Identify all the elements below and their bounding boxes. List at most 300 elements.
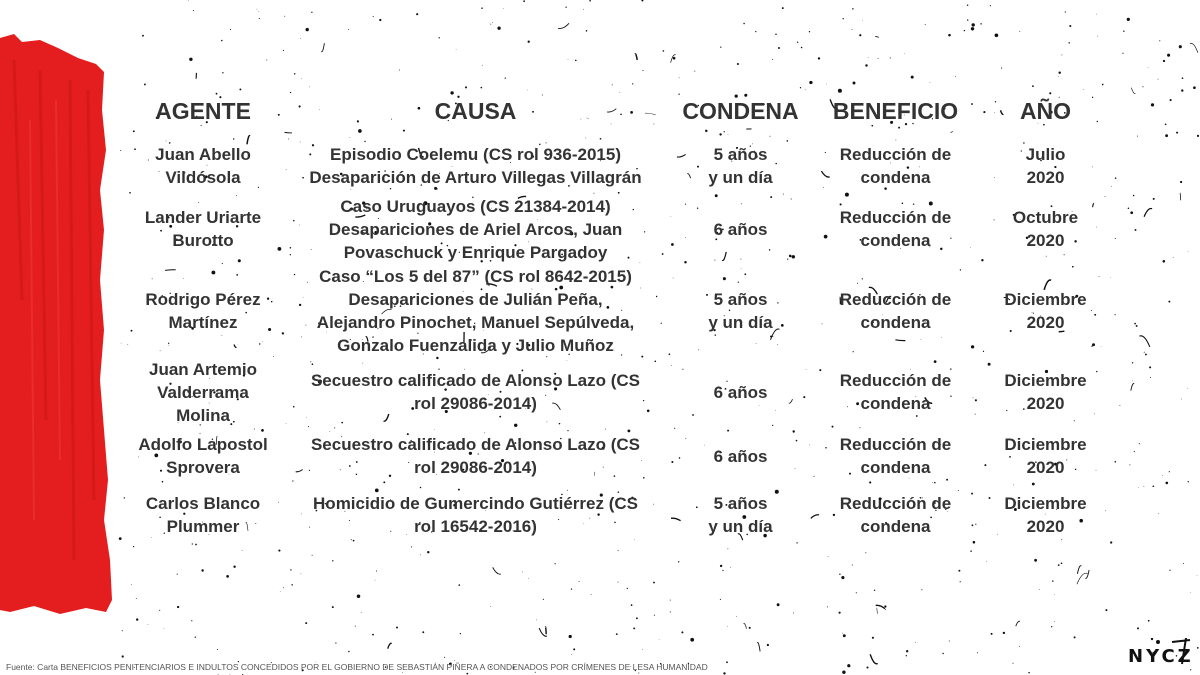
speck-dot — [136, 618, 138, 620]
speck-dot — [312, 555, 313, 556]
speck-dot — [1158, 513, 1159, 514]
speck-dot — [663, 50, 665, 52]
speck-dot — [1134, 323, 1136, 325]
speck-dot — [659, 639, 660, 640]
speck-dot — [852, 564, 853, 565]
speck-dot — [361, 612, 362, 613]
speck-dot — [554, 563, 555, 564]
speck-dot — [283, 50, 284, 51]
speck-dot — [1132, 362, 1133, 363]
speck-dot — [1145, 353, 1147, 355]
speck-dot — [904, 53, 905, 54]
speck-dot — [402, 672, 403, 673]
speck-dot — [1119, 405, 1120, 406]
cell-line: rol 29086-2014) — [414, 394, 537, 413]
cell-line: condena — [860, 458, 931, 477]
cell-anio — [983, 138, 1108, 194]
speck-dot — [427, 551, 429, 553]
speck-dot — [632, 83, 633, 84]
speck-dot — [1074, 636, 1076, 638]
speck-dot — [522, 572, 523, 573]
speck-dot — [348, 29, 349, 30]
speck-dot — [290, 569, 291, 570]
speck-dot — [737, 63, 739, 65]
speck-dot — [1083, 89, 1084, 90]
speck-dot — [528, 578, 529, 579]
speck-dot — [673, 57, 676, 60]
speck-dot — [1115, 461, 1117, 463]
speck-dot — [335, 642, 336, 643]
speck-dot — [1110, 541, 1112, 543]
cell-line: Episodio Coelemu (CS rol 936-2015) — [330, 145, 621, 164]
cell-line: condena — [860, 517, 931, 536]
speck-dot — [536, 620, 537, 621]
speck-dot — [1135, 229, 1137, 231]
speck-dot — [1127, 18, 1130, 21]
speck-dot — [189, 58, 192, 61]
cell-line: 2020 — [1026, 231, 1065, 250]
speck-dot — [960, 581, 961, 582]
speck-dot — [1132, 380, 1133, 381]
cell-condena — [673, 485, 808, 545]
cell-beneficio — [808, 427, 983, 485]
speck-dot — [827, 606, 828, 607]
header-agente: AGENTE — [155, 97, 251, 124]
speck-dot — [1105, 609, 1107, 611]
speck-dot — [1058, 76, 1059, 77]
speck-dot — [1163, 60, 1165, 62]
speck-dot — [357, 594, 361, 598]
speck-line — [743, 623, 746, 628]
table-row — [128, 138, 1108, 194]
speck-dot — [852, 8, 853, 9]
speck-dot — [1188, 251, 1189, 252]
cell-line: Diciembre — [1004, 371, 1087, 390]
speck-dot — [793, 613, 794, 614]
speck-line — [1131, 88, 1135, 94]
speck-dot — [1096, 14, 1097, 15]
speck-dot — [958, 570, 960, 572]
speck-dot — [283, 587, 284, 588]
speck-dot — [841, 576, 844, 579]
speck-dot — [720, 599, 721, 600]
speck-dot — [890, 57, 891, 58]
speck-dot — [859, 34, 861, 36]
speck-dot — [1163, 260, 1166, 263]
speck-dot — [878, 58, 879, 59]
speck-dot — [618, 582, 619, 583]
speck-dot — [571, 588, 572, 589]
speck-line — [1144, 208, 1152, 216]
speck-dot — [839, 612, 841, 614]
speck-dot — [284, 16, 285, 17]
speck-dot — [1190, 669, 1191, 670]
speck-dot — [1181, 89, 1183, 91]
header-causa: CAUSA — [434, 97, 517, 124]
cell-line: Sprovera — [166, 458, 240, 477]
cell-agente — [128, 485, 278, 545]
cell-line: 2020 — [1026, 168, 1065, 187]
speck-dot — [1179, 45, 1182, 48]
speck-dot — [1122, 53, 1123, 54]
speck-dot — [122, 655, 124, 657]
speck-dot — [767, 644, 769, 646]
cell-line: Diciembre — [1004, 494, 1087, 513]
speck-dot — [444, 657, 445, 658]
speck-dot — [439, 37, 440, 38]
speck-dot — [1097, 36, 1098, 37]
speck-dot — [1012, 663, 1013, 664]
speck-dot — [458, 584, 460, 586]
speck-dot — [1052, 580, 1053, 581]
speck-dot — [278, 550, 280, 552]
speck-dot — [1165, 123, 1167, 125]
cell-causa — [278, 264, 673, 357]
cell-line: Reducción de — [839, 208, 952, 227]
speck-dot — [416, 13, 418, 15]
speck-dot — [164, 628, 165, 629]
speck-dot — [291, 584, 292, 585]
speck-dot — [1152, 485, 1154, 487]
speck-dot — [967, 4, 968, 5]
speck-dot — [670, 600, 671, 601]
speck-dot — [1136, 325, 1138, 327]
speck-dot — [865, 552, 866, 553]
speck-dot — [642, 649, 643, 650]
speck-dot — [355, 626, 356, 627]
speck-dot — [233, 565, 235, 567]
speck-dot — [980, 23, 981, 24]
speck-dot — [420, 554, 421, 555]
cell-line: Valderrama — [157, 382, 249, 402]
speck-dot — [136, 598, 137, 599]
speck-dot — [925, 24, 926, 25]
speck-dot — [633, 627, 635, 629]
speck-dot — [379, 19, 381, 21]
speck-dot — [1197, 135, 1199, 137]
speck-dot — [1139, 443, 1140, 444]
speck-dot — [490, 24, 491, 25]
speck-dot — [654, 615, 655, 616]
speck-dot — [332, 606, 334, 608]
speck-dot — [1003, 632, 1005, 634]
beneficios-table — [128, 92, 1108, 545]
speck-dot — [373, 16, 374, 17]
speck-dot — [749, 627, 751, 629]
table-row — [128, 427, 1108, 485]
cell-condena — [673, 138, 808, 194]
cell-line: Diciembre — [1004, 289, 1087, 309]
speck-dot — [460, 633, 461, 634]
speck-dot — [727, 548, 728, 549]
cell-line: 5 años — [713, 289, 768, 309]
speck-dot — [842, 671, 845, 674]
speck-dot — [131, 584, 132, 585]
speck-dot — [1148, 620, 1150, 622]
speck-dot — [301, 78, 302, 79]
speck-dot — [1158, 79, 1159, 80]
logo-text: NYCZ — [1128, 646, 1194, 667]
speck-dot — [1111, 186, 1112, 187]
speck-dot — [1188, 481, 1189, 482]
speck-dot — [1134, 451, 1135, 452]
header-condena: CONDENA — [682, 97, 799, 124]
speck-dot — [1051, 626, 1052, 627]
speck-line — [635, 54, 637, 60]
speck-dot — [201, 569, 203, 571]
cell-line: Martínez — [168, 312, 238, 332]
speck-dot — [399, 70, 400, 71]
speck-line — [870, 654, 878, 663]
speck-dot — [1149, 366, 1151, 368]
speck-dot — [772, 59, 773, 60]
table-row — [128, 357, 1108, 427]
cell-line: Vildósola — [165, 168, 241, 187]
cell-line: Reducción de — [839, 145, 952, 164]
speck-line — [558, 23, 569, 28]
speck-dot — [148, 624, 149, 625]
table-row — [128, 194, 1108, 264]
cell-line: Gonzalo Fuenzalida y Julio Muñoz — [337, 335, 614, 355]
speck-dot — [1137, 136, 1138, 137]
speck-dot — [906, 655, 907, 656]
cell-line: condena — [860, 312, 931, 332]
speck-dot — [866, 666, 868, 668]
cell-line: Diciembre — [1004, 435, 1087, 454]
cell-beneficio — [808, 485, 983, 545]
speck-dot — [874, 590, 875, 591]
cell-line: condena — [860, 231, 931, 250]
speck-dot — [1173, 257, 1174, 258]
cell-line: Reducción de — [839, 289, 952, 309]
speck-dot — [1182, 77, 1184, 79]
speck-dot — [348, 651, 350, 653]
speck-dot — [492, 22, 493, 23]
speck-dot — [1102, 84, 1104, 86]
speck-dot — [456, 49, 457, 50]
cell-line: Secuestro calificado de Alonso Lazo (CS — [310, 371, 641, 390]
cell-line: Homicidio de Gumercindo Gutiérrez (CS — [313, 494, 638, 513]
cell-line: Octubre — [1012, 208, 1079, 227]
cell-line: Desapariciones de Julián Peña, — [348, 289, 603, 309]
cell-agente — [128, 427, 278, 485]
speck-dot — [1129, 464, 1130, 465]
speck-dot — [843, 18, 844, 19]
speck-dot — [133, 546, 134, 547]
cell-line: Julio — [1025, 145, 1066, 164]
speck-dot — [300, 38, 301, 39]
speck-dot — [1001, 68, 1002, 69]
cell-line: Reducción de — [839, 371, 952, 390]
speck-dot — [1151, 103, 1154, 106]
speck-dot — [627, 588, 628, 589]
cell-causa — [278, 357, 673, 427]
cell-line: 6 años — [713, 382, 768, 402]
cell-line: 2020 — [1026, 312, 1065, 332]
header-beneficio: BENEFICIO — [832, 97, 959, 124]
speck-dot — [586, 30, 588, 32]
speck-dot — [1169, 570, 1170, 571]
speck-dot — [1137, 627, 1139, 629]
cell-line: Rodrigo Pérez — [145, 289, 261, 309]
speck-dot — [955, 76, 956, 77]
speck-dot — [865, 64, 867, 66]
source-footnote: Fuente: Carta BENEFICIOS PENITENCIARIOS E INDULTOS CONCEDIDOS POR EL GOBIERNO DE SEBASTIÁN PIÑERA A CONDENADOS POR CRÍMENES DE LESA HUMANIDAD — [6, 662, 708, 672]
speck-dot — [1167, 54, 1170, 57]
speck-dot — [809, 31, 810, 32]
cell-line: Lander Uriarte — [144, 208, 262, 227]
speck-dot — [1170, 99, 1172, 101]
speck-dot — [723, 672, 725, 674]
speck-dot — [842, 633, 843, 634]
speck-dot — [679, 77, 680, 78]
speck-dot — [853, 82, 856, 85]
cell-line: Alejandro Pinochet, Manuel Sepúlveda, — [316, 312, 635, 332]
speck-dot — [1130, 211, 1133, 214]
speck-dot — [1019, 31, 1020, 32]
speck-dot — [755, 31, 756, 32]
cell-line: condena — [860, 394, 931, 413]
cell-line: Adolfo Lapostol — [138, 435, 268, 454]
speck-dot — [730, 567, 731, 568]
cell-beneficio — [808, 264, 983, 357]
speck-dot — [482, 65, 483, 66]
speck-dot — [497, 27, 500, 30]
speck-line — [875, 37, 879, 38]
speck-dot — [948, 34, 951, 37]
speck-dot — [638, 672, 639, 673]
speck-dot — [1150, 377, 1151, 378]
speck-dot — [144, 83, 146, 85]
speck-dot — [1165, 482, 1168, 485]
speck-dot — [727, 626, 728, 627]
speck-dot — [847, 664, 850, 667]
cell-agente — [128, 357, 278, 427]
speck-dot — [1142, 86, 1143, 87]
speck-dot — [396, 627, 398, 629]
cell-agente — [128, 138, 278, 194]
speck-dot — [1197, 647, 1199, 649]
speck-dot — [1181, 399, 1182, 400]
speck-dot — [809, 81, 812, 84]
cell-beneficio — [808, 138, 983, 194]
cell-line: rol 16542-2016) — [414, 517, 537, 536]
cell-line: rol 29086-2014) — [414, 458, 537, 477]
speck-dot — [1180, 181, 1182, 183]
cell-line: Desaparición de Arturo Villegas Villagrán — [309, 168, 642, 187]
cell-line: Molina — [176, 405, 230, 425]
speck-dot — [775, 33, 776, 34]
speck-dot — [217, 649, 218, 650]
speck-dot — [294, 73, 295, 74]
cell-line: Burotto — [172, 231, 234, 250]
table-header-row — [128, 92, 1108, 138]
speck-line — [757, 642, 760, 651]
speck-dot — [690, 638, 694, 642]
speck-dot — [1054, 594, 1055, 595]
cell-line: 5 años — [713, 494, 768, 513]
speck-dot — [465, 86, 467, 88]
speck-dot — [862, 20, 863, 21]
speck-dot — [1168, 301, 1170, 303]
speck-dot — [258, 11, 259, 12]
speck-dot — [301, 574, 302, 575]
cell-condena — [673, 427, 808, 485]
speck-dot — [852, 29, 853, 30]
speck-dot — [569, 635, 572, 638]
speck-dot — [1176, 132, 1178, 134]
speck-dot — [818, 57, 820, 59]
cell-anio — [983, 427, 1108, 485]
table-row — [128, 485, 1108, 545]
cell-line: Juan Artemio — [148, 359, 257, 379]
cell-line: Secuestro calificado de Alonso Lazo (CS — [310, 435, 641, 454]
cell-line: y un día — [708, 168, 773, 187]
speck-dot — [884, 605, 886, 607]
speck-line — [493, 567, 501, 574]
speck-dot — [636, 617, 638, 619]
speck-line — [388, 643, 392, 648]
speck-line — [321, 43, 324, 52]
speck-dot — [375, 580, 376, 581]
speck-dot — [565, 7, 566, 8]
cell-line: Carlos Blanco — [145, 494, 261, 513]
speck-dot — [1190, 592, 1191, 593]
speck-dot — [971, 27, 974, 30]
cell-line: 6 años — [713, 219, 768, 239]
speck-dot — [411, 546, 412, 547]
speck-dot — [1058, 71, 1060, 73]
speck-dot — [309, 87, 310, 88]
speck-dot — [454, 660, 455, 661]
speck-dot — [1058, 564, 1060, 566]
speck-dot — [972, 23, 975, 26]
speck-dot — [579, 581, 580, 582]
speck-dot — [653, 582, 655, 584]
speck-dot — [797, 42, 798, 43]
cell-causa — [278, 427, 673, 485]
cell-condena — [673, 357, 808, 427]
speck-dot — [230, 29, 231, 30]
speck-dot — [1115, 314, 1116, 315]
speck-dot — [612, 84, 613, 85]
speck-dot — [188, 0, 189, 1]
nycz-logo[interactable] — [1128, 638, 1192, 668]
speck-dot — [1039, 589, 1040, 590]
speck-dot — [1123, 30, 1124, 31]
speck-dot — [777, 603, 780, 606]
speck-line — [1077, 566, 1081, 574]
speck-dot — [839, 574, 840, 575]
speck-dot — [826, 84, 827, 85]
speck-dot — [568, 59, 569, 60]
speck-dot — [977, 652, 978, 653]
speck-dot — [736, 616, 737, 617]
speck-dot — [722, 570, 723, 571]
cell-condena — [673, 264, 808, 357]
speck-dot — [481, 87, 483, 89]
speck-dot — [1159, 40, 1160, 41]
speck-line — [1131, 384, 1134, 391]
speck-line — [1190, 43, 1198, 53]
cell-anio — [983, 264, 1108, 357]
speck-dot — [466, 673, 468, 675]
cell-line: 6 años — [713, 446, 768, 466]
speck-dot — [801, 47, 803, 49]
speck-dot — [583, 9, 584, 10]
speck-dot — [800, 87, 801, 88]
speck-dot — [616, 633, 618, 635]
